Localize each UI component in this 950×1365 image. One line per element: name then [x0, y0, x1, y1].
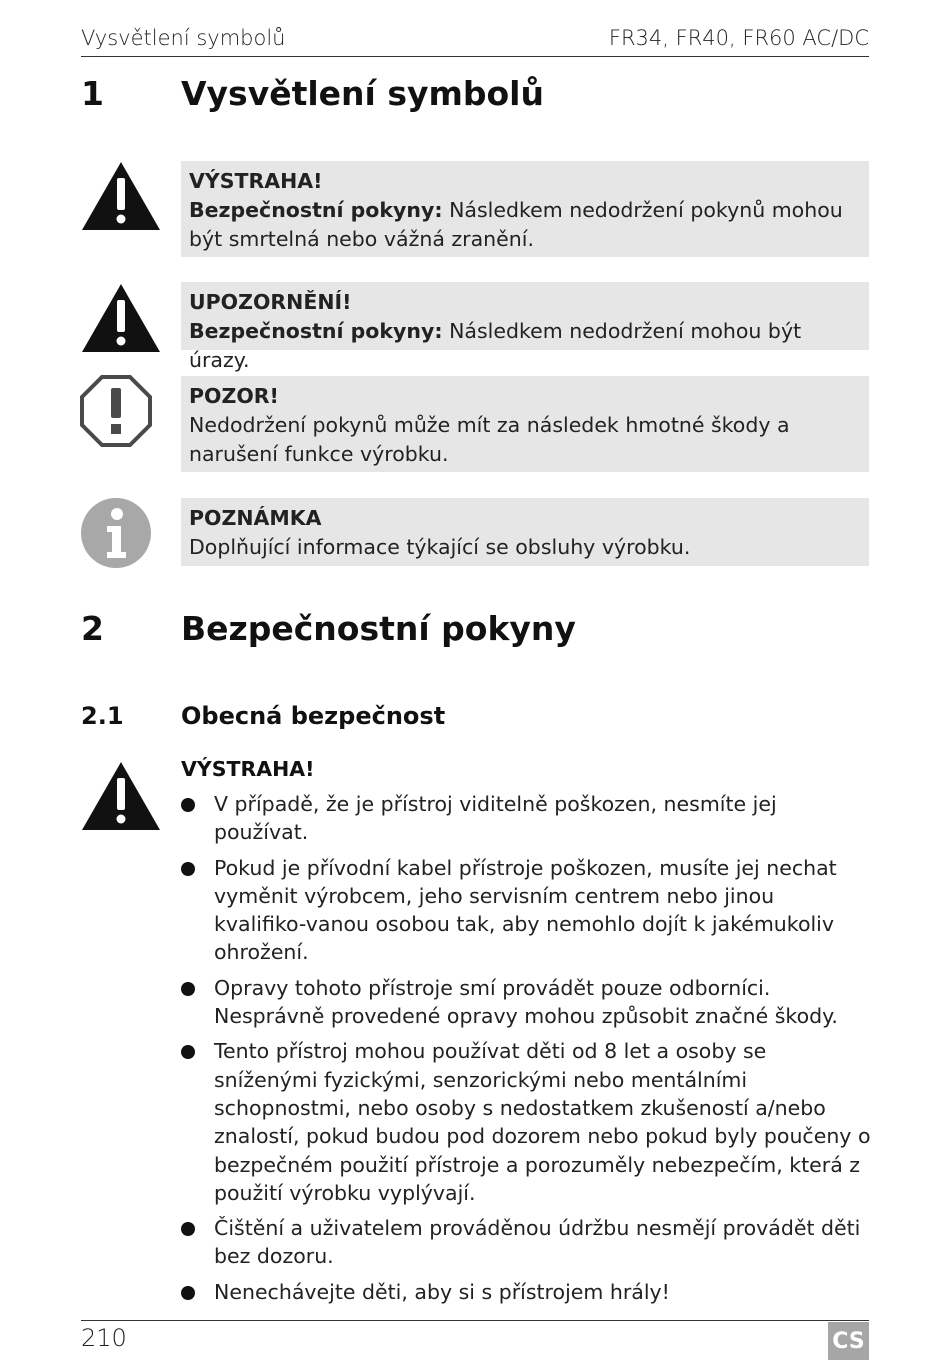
- header-model-names: FR34, FR40, FR60 AC/DC: [608, 26, 869, 50]
- notice-title: POZOR!: [189, 384, 279, 408]
- list-item: [181, 1278, 871, 1306]
- section-title: Vysvětlení symbolů: [181, 74, 544, 113]
- list-item-text: Opravy tohoto přístroje smí provádět pouze odborníci. Nesprávně provedené opravy mohou způsobit značné škody.: [214, 975, 838, 1029]
- page-number: 210: [81, 1324, 127, 1352]
- notice-body: Nedodržení pokynů může mít za následek hmotné škody a narušení funkce výrobku.: [189, 413, 790, 466]
- section-number: 2: [81, 609, 104, 648]
- subsection-number: 2.1: [81, 702, 124, 730]
- notice-text: [189, 196, 861, 254]
- list-item: [181, 974, 871, 1031]
- notice-bold-label: Bezpečnostní pokyny:: [189, 319, 443, 343]
- subsection-title: Obecná bezpečnost: [181, 702, 446, 730]
- caution-octagon-icon: [80, 375, 152, 447]
- section-number: 1: [81, 74, 104, 113]
- bullet-icon: [181, 862, 195, 876]
- bullet-icon: [181, 1222, 195, 1236]
- notice-warning: [181, 161, 869, 257]
- list-item-text: Nenechávejte děti, aby si s přístrojem hrály!: [214, 1279, 670, 1304]
- list-item-text: Čištění a uživatelem prováděnou údržbu nesmějí provádět děti bez dozoru.: [214, 1216, 861, 1269]
- notice-bold-label: Bezpečnostní pokyny:: [189, 198, 443, 222]
- info-circle-icon: [80, 497, 152, 569]
- list-item: [181, 854, 871, 967]
- notice-text: [189, 317, 861, 375]
- notice-body: Následkem nedodržení pokynů mohou být smrtelná nebo vážná zranění.: [189, 198, 843, 251]
- warning-triangle-icon: [80, 282, 162, 354]
- warning-triangle-icon: [80, 160, 162, 232]
- footer-divider: [81, 1320, 869, 1321]
- bullet-icon: [181, 798, 195, 812]
- warning-triangle-icon: [80, 760, 162, 832]
- bullet-icon: [181, 982, 195, 996]
- header-section-title: Vysvětlení symbolů: [81, 26, 286, 50]
- notice-attention: [181, 376, 869, 472]
- notice-caution: [181, 282, 869, 372]
- list-item: [181, 790, 871, 847]
- list-item-text: Pokud je přívodní kabel přístroje poškozen, musíte jej nechat vyměnit výrobcem, jeho servisním centrem nebo jinou kvalifiko-vanou osobou tak, aby nemohlo dojít k jakémukoliv ohrožení.: [214, 855, 837, 965]
- list-item-text: Tento přístroj mohou používat děti od 8 let a osoby se sníženými fyzickými, senzorickými nebo mentálními schopnostmi, nebo osoby s nedostatkem zkušeností a/nebo znalostí, pokud budou pod dozorem nebo pokud byly poučeny o bezpečném použití přístroje a porozuměly nebezpečím, která z použití výrobku vyplývají.: [214, 1039, 871, 1205]
- language-badge: CS: [828, 1322, 869, 1360]
- notice-body: Doplňující informace týkající se obsluhy výrobku.: [189, 535, 691, 559]
- section-title: Bezpečnostní pokyny: [181, 609, 576, 648]
- notice-title: VÝSTRAHA!: [189, 169, 323, 193]
- list-item: [181, 1037, 871, 1207]
- notice-note: [181, 498, 869, 566]
- list-item: [181, 1214, 871, 1271]
- bullet-icon: [181, 1045, 195, 1059]
- warning-label: VÝSTRAHA!: [181, 757, 315, 781]
- notice-body: Následkem nedodržení mohou být úrazy.: [189, 319, 802, 372]
- notice-title: POZNÁMKA: [189, 506, 322, 530]
- bullet-icon: [181, 1286, 195, 1300]
- list-item-text: V případě, že je přístroj viditelně poškozen, nesmíte jej používat.: [214, 792, 777, 845]
- notice-title: UPOZORNĚNÍ!: [189, 290, 352, 314]
- safety-instructions-list: [181, 790, 871, 1313]
- page-header: [81, 26, 869, 57]
